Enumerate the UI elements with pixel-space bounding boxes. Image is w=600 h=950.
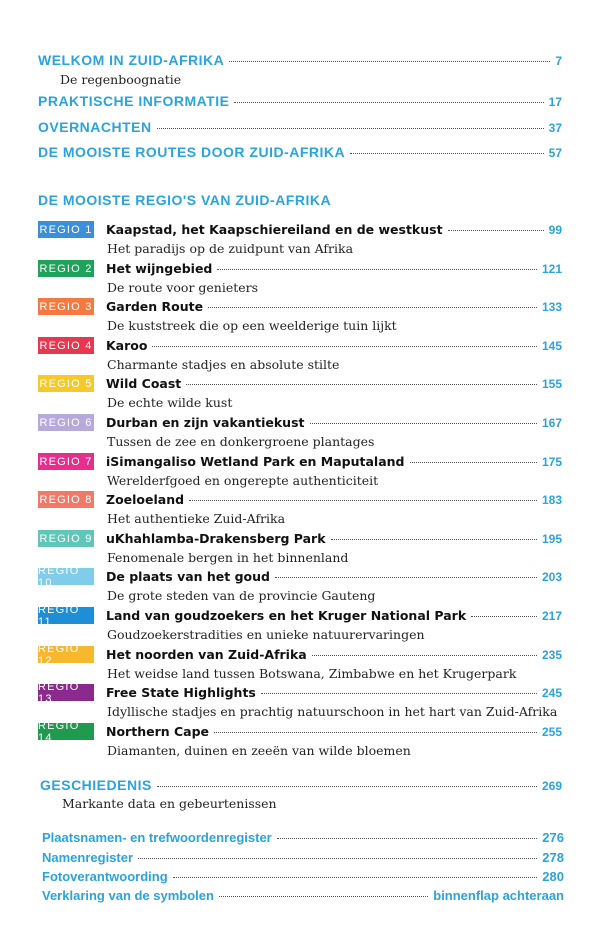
toc-entry-page: 245 (541, 686, 562, 700)
toc-entry-region[interactable] (106, 376, 562, 391)
toc-entry-subtitle: Tussen de zee en donkergroene plantages (107, 434, 375, 449)
toc-entry-region[interactable] (106, 569, 562, 584)
toc-entry-page: 183 (541, 493, 562, 507)
toc-entry-page: 276 (542, 830, 564, 845)
toc-entry-title: PRAKTISCHE INFORMATIE (38, 93, 230, 109)
toc-entry-subtitle: Markante data en gebeurtenissen (62, 796, 277, 811)
leader-dots (138, 858, 537, 859)
toc-entry-subtitle: Het weidse land tussen Botswana, Zimbabwe en het Krugerpark (107, 666, 517, 681)
leader-dots (277, 838, 538, 839)
leader-dots (186, 384, 537, 385)
leader-dots (312, 655, 537, 656)
toc-entry-title: WELKOM IN ZUID-AFRIKA (38, 52, 225, 68)
toc-entry-title: Durban en zijn vakantiekust (106, 415, 305, 430)
leader-dots (410, 462, 537, 463)
toc-entry-title: iSimangaliso Wetland Park en Maputaland (106, 454, 405, 469)
toc-entry-subtitle: De regenboognatie (60, 72, 182, 87)
toc-entry-page: binnenflap achteraan (433, 888, 564, 903)
toc-entry-region[interactable] (106, 531, 562, 546)
toc-entry-title: Wild Coast (106, 376, 182, 391)
toc-entry-subtitle: De kuststreek die op een weelderige tuin lijkt (107, 318, 397, 333)
toc-entry-title: Verklaring van de symbolen (42, 888, 214, 903)
leader-dots (208, 307, 537, 308)
region-badge: REGIO 1 (38, 221, 94, 238)
toc-entry-region[interactable] (106, 685, 562, 700)
toc-entry-title: OVERNACHTEN (38, 119, 152, 135)
toc-entry-page: 203 (541, 570, 562, 584)
toc-entry-page: 217 (541, 609, 562, 623)
toc-entry-geschiedenis[interactable] (40, 777, 562, 793)
leader-dots (152, 346, 537, 347)
toc-entry-region[interactable] (106, 415, 562, 430)
toc-entry-page: 17 (548, 95, 562, 109)
region-badge: REGIO 2 (38, 260, 94, 277)
toc-entry-title: Kaapstad, het Kaapschiereiland en de westkust (106, 222, 443, 237)
toc-entry-page: 37 (548, 121, 562, 135)
toc-entry-title: Namenregister (42, 850, 134, 865)
toc-entry-title: DE MOOISTE ROUTES DOOR ZUID-AFRIKA (38, 144, 346, 160)
toc-entry-title: Northern Cape (106, 724, 210, 739)
toc-entry-page: 269 (541, 779, 562, 793)
leader-dots (261, 693, 537, 694)
toc-entry-namenregister[interactable] (42, 850, 564, 865)
toc-entry-trefwoordenregister[interactable] (42, 830, 564, 845)
toc-entry-page: 278 (542, 850, 564, 865)
leader-dots (157, 128, 544, 129)
toc-entry-region[interactable] (106, 608, 562, 623)
toc-entry-page: 133 (541, 300, 562, 314)
region-badge: REGIO 6 (38, 414, 94, 431)
toc-entry-welkom[interactable] (38, 52, 562, 68)
toc-entry-title: uKhahlamba-Drakensberg Park (106, 531, 326, 546)
toc-entry-subtitle: Het paradijs op de zuidpunt van Afrika (107, 241, 354, 256)
toc-entry-title: Free State Highlights (106, 685, 256, 700)
toc-entry-region[interactable] (106, 261, 562, 276)
toc-entry-title: Land van goudzoekers en het Kruger National Park (106, 608, 467, 623)
leader-dots (229, 61, 550, 62)
region-badge: REGIO 13 (38, 684, 94, 701)
leader-dots (350, 153, 544, 154)
toc-entry-subtitle: Fenomenale bergen in het binnenland (107, 550, 349, 565)
leader-dots (189, 500, 537, 501)
toc-entry-page: 235 (541, 648, 562, 662)
toc-entry-praktische-informatie[interactable] (38, 93, 562, 109)
region-badge: REGIO 11 (38, 607, 94, 624)
leader-dots (310, 423, 537, 424)
leader-dots (471, 616, 537, 617)
toc-entry-page: 7 (555, 54, 562, 68)
toc-entry-title: Het wijngebied (106, 261, 213, 276)
region-badge: REGIO 4 (38, 337, 94, 354)
toc-entry-region[interactable] (106, 222, 562, 237)
leader-dots (157, 786, 537, 787)
toc-entry-page: 145 (541, 339, 562, 353)
region-badge: REGIO 7 (38, 453, 94, 470)
region-badge: REGIO 9 (38, 530, 94, 547)
toc-entry-region[interactable] (106, 454, 562, 469)
toc-entry-title: De plaats van het goud (106, 569, 270, 584)
toc-entry-region[interactable] (106, 338, 562, 353)
leader-dots (234, 102, 543, 103)
leader-dots (217, 269, 537, 270)
toc-entry-subtitle: De echte wilde kust (107, 395, 233, 410)
region-badge: REGIO 3 (38, 298, 94, 315)
toc-entry-title: Plaatsnamen- en trefwoordenregister (42, 830, 272, 845)
regions-heading: DE MOOISTE REGIO'S VAN ZUID-AFRIKA (38, 192, 332, 208)
toc-entry-title: Karoo (106, 338, 148, 353)
region-badge: REGIO 8 (38, 491, 94, 508)
toc-entry-subtitle: Charmante stadjes en absolute stilte (107, 357, 340, 372)
toc-entry-page: 167 (541, 416, 562, 430)
toc-entry-region[interactable] (106, 647, 562, 662)
toc-entry-symbolen[interactable] (42, 888, 564, 903)
toc-entry-page: 175 (541, 455, 562, 469)
toc-entry-title: Zoeloeland (106, 492, 185, 507)
toc-entry-region[interactable] (106, 724, 562, 739)
toc-entry-title: GESCHIEDENIS (40, 777, 152, 793)
toc-entry-page: 255 (541, 725, 562, 739)
toc-entry-subtitle: De route voor genieters (107, 280, 259, 295)
toc-entry-subtitle: Werelderfgoed en ongerepte authenticiteit (107, 473, 379, 488)
region-badge: REGIO 12 (38, 646, 94, 663)
toc-entry-title: Fotoverantwoording (42, 869, 168, 884)
toc-entry-page: 280 (542, 869, 564, 884)
toc-entry-region[interactable] (106, 299, 562, 314)
toc-entry-page: 121 (541, 262, 562, 276)
toc-entry-subtitle: Idyllische stadjes en prachtig natuurschoon in het hart van Zuid-Afrika (107, 704, 558, 719)
leader-dots (448, 230, 544, 231)
toc-entry-routes[interactable] (38, 144, 562, 160)
toc-entry-subtitle: Het authentieke Zuid-Afrika (107, 511, 286, 526)
toc-entry-overnachten[interactable] (38, 119, 562, 135)
region-badge: REGIO 14 (38, 723, 94, 740)
toc-entry-subtitle: De grote steden van de provincie Gauteng (107, 588, 376, 603)
region-badge: REGIO 10 (38, 568, 94, 585)
leader-dots (214, 732, 537, 733)
toc-entry-title: Garden Route (106, 299, 204, 314)
leader-dots (173, 877, 538, 878)
leader-dots (331, 539, 537, 540)
toc-entry-page: 155 (541, 377, 562, 391)
toc-entry-title: Het noorden van Zuid-Afrika (106, 647, 307, 662)
toc-entry-page: 57 (548, 146, 562, 160)
toc-entry-page: 195 (541, 532, 562, 546)
toc-entry-subtitle: Goudzoekerstradities en unieke natuurervaringen (107, 627, 425, 642)
leader-dots (275, 577, 537, 578)
region-badge: REGIO 5 (38, 375, 94, 392)
toc-entry-region[interactable] (106, 492, 562, 507)
toc-entry-subtitle: Diamanten, duinen en zeeën van wilde bloemen (107, 743, 411, 758)
toc-entry-page: 99 (548, 223, 562, 237)
toc-entry-fotoverantwoording[interactable] (42, 869, 564, 884)
leader-dots (219, 896, 428, 897)
